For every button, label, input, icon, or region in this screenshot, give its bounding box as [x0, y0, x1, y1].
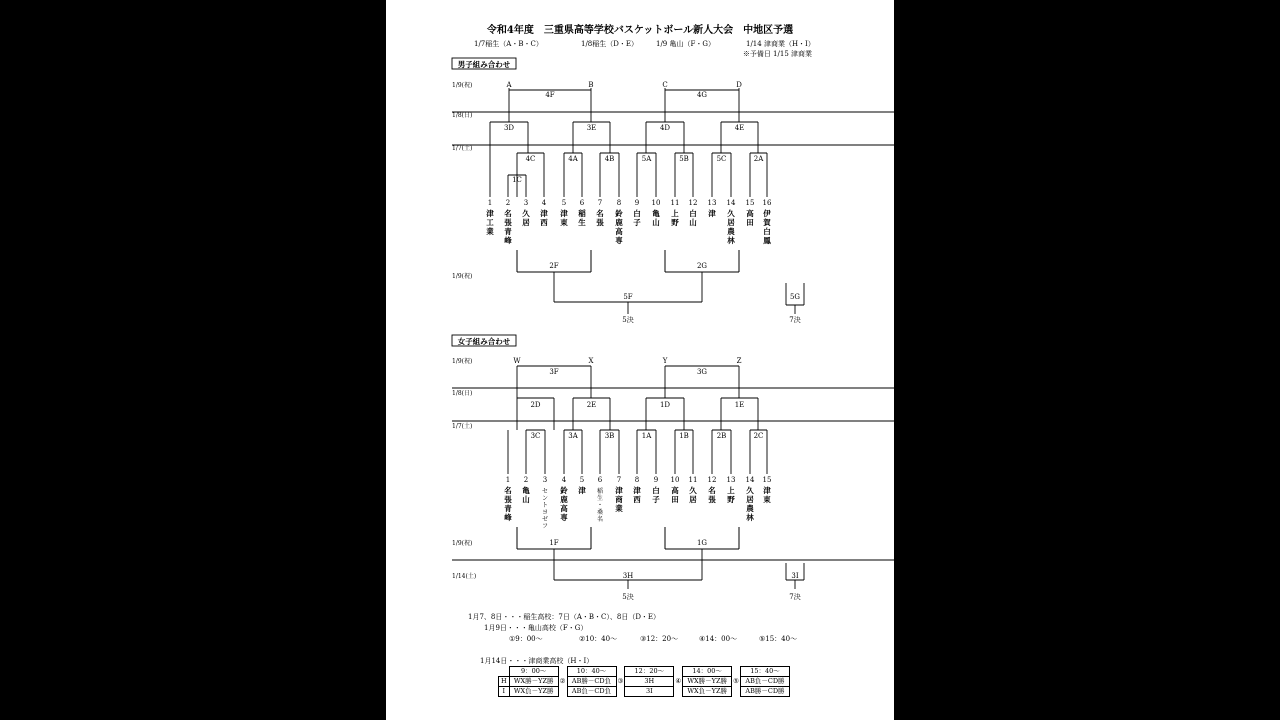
boys-seed-number: 3 [523, 199, 529, 207]
boys-match-4e-label: 4E [734, 124, 745, 132]
schedule-marker: ⑤ [733, 677, 739, 685]
schedule-marker: ② [559, 677, 566, 685]
svg-text:久: 久 [746, 486, 754, 495]
reserve-note: ※予備日 1/15 津商業 [742, 50, 812, 58]
girls-seed-number: 15 [762, 476, 772, 484]
boys-seed-number: 10 [651, 199, 661, 207]
venue-note: 1/9 亀山（F・G） [656, 40, 715, 48]
girls-match-2c-label: 2C [753, 432, 764, 440]
schedule-row-i [499, 687, 790, 697]
girls-seed-number: 13 [726, 476, 736, 484]
boys-group-letter: D [736, 81, 742, 89]
svg-text:張: 張 [504, 218, 512, 227]
boys-team-name [652, 208, 660, 227]
boys-date-label: 1/9(祝) [452, 273, 473, 280]
svg-text:上: 上 [671, 209, 679, 218]
svg-text:峰: 峰 [504, 236, 512, 245]
boys-seed-number: 14 [726, 199, 736, 207]
schedule-cell: AB負－CD負 [567, 687, 616, 697]
girls-section-label: 女子組み合わせ [457, 337, 511, 346]
svg-text:山: 山 [689, 218, 697, 227]
schedule-marker: ③ [617, 677, 624, 685]
svg-text:張: 張 [708, 495, 716, 504]
girls-team-name [652, 485, 660, 504]
boys-date-label: 1/9(祝) [452, 82, 473, 89]
venue-note: 1/8稲生（D・E） [581, 40, 638, 48]
svg-text:白: 白 [763, 227, 771, 236]
girls-team-name [632, 485, 641, 504]
svg-text:名: 名 [596, 209, 604, 218]
girls-group-letter: Z [736, 357, 742, 365]
boys-match-4g-label: 4G [696, 91, 708, 99]
svg-text:津: 津 [763, 486, 771, 495]
boys-group-letter: B [588, 81, 594, 89]
svg-text:名: 名 [596, 516, 604, 523]
schedule-court: I [499, 687, 510, 697]
svg-text:張: 張 [504, 495, 512, 504]
note-line-3: 1月14日・・・津商業高校（H・I） [480, 657, 594, 665]
girls-team-name [614, 485, 623, 513]
boys-date-label: 1/7(土) [452, 145, 473, 152]
schedule-header-row [499, 667, 790, 677]
svg-text:上: 上 [727, 486, 735, 495]
boys-team-name [746, 208, 754, 227]
schedule-cell: WX負－YZ勝 [509, 687, 558, 697]
schedule-cell: AB勝－CD負 [567, 677, 616, 687]
schedule-table [498, 666, 790, 697]
girls-team-name [671, 485, 679, 504]
boys-consolation-5g-label: 5G [789, 293, 801, 301]
girls-match-1b-label: 1B [679, 432, 689, 440]
girls-match-2e-label: 2E [586, 401, 597, 409]
svg-text:野: 野 [727, 495, 735, 504]
girls-match-1a-label: 1A [641, 432, 652, 440]
svg-text:稲: 稲 [596, 488, 604, 495]
girls-match-3a-label: 3A [568, 432, 578, 440]
svg-text:白: 白 [652, 486, 660, 495]
boys-match-4d-label: 4D [659, 124, 671, 132]
svg-text:生: 生 [578, 218, 586, 227]
svg-text:専: 専 [560, 513, 568, 522]
boys-consolation-2f-label: 2F [549, 262, 559, 270]
boys-team-name [763, 208, 771, 245]
girls-place-5: 5決 [622, 593, 634, 601]
svg-text:子: 子 [633, 218, 641, 227]
svg-text:山: 山 [522, 495, 530, 504]
girls-date-label: 1/14(土) [452, 573, 477, 580]
boys-seed-number: 2 [505, 199, 511, 207]
girls-date-label: 1/7(土) [452, 423, 473, 430]
schedule-cell: WX勝－YZ勝 [683, 677, 732, 687]
svg-text:田: 田 [746, 218, 754, 227]
svg-text:農: 農 [746, 504, 754, 513]
svg-text:農: 農 [727, 227, 735, 236]
svg-text:津: 津 [615, 486, 623, 495]
svg-text:居: 居 [746, 495, 754, 504]
schedule-court: H [499, 677, 510, 687]
girls-match-2d-label: 2D [530, 401, 541, 409]
boys-seed-number: 9 [634, 199, 640, 207]
girls-seed-number: 12 [707, 476, 717, 484]
girls-group-letter: W [513, 357, 521, 365]
girls-team-name [689, 485, 697, 504]
girls-match-3g-label: 3G [696, 368, 708, 376]
boys-team-name [615, 208, 623, 245]
svg-text:桑: 桑 [596, 509, 604, 516]
boys-team-name [596, 208, 604, 227]
document-page [386, 0, 894, 720]
boys-team-name [707, 208, 716, 218]
boys-match-5b-label: 5B [679, 155, 689, 163]
girls-team-name [708, 485, 716, 504]
schedule-time-3: 12：20〜 [625, 667, 674, 677]
schedule-marker: ④ [675, 677, 682, 685]
boys-seed-number: 16 [762, 199, 772, 207]
girls-team-name [746, 485, 754, 522]
girls-seed-number: 5 [579, 476, 585, 484]
svg-text:東: 東 [763, 495, 771, 504]
svg-text:伊: 伊 [763, 209, 771, 218]
svg-text:業: 業 [615, 504, 623, 513]
svg-text:鹿: 鹿 [560, 495, 568, 504]
note-time-4: ④14：00〜 [699, 635, 738, 643]
boys-match-3d-label: 3D [503, 124, 515, 132]
boys-seed-number: 6 [579, 199, 585, 207]
girls-group-letter: X [588, 357, 594, 365]
svg-text:津: 津 [633, 486, 641, 495]
schedule-cell: WX勝－YZ勝 [509, 677, 558, 687]
girls-match-1d-label: 1D [659, 401, 671, 409]
svg-text:久: 久 [689, 486, 697, 495]
note-line-2: 1月9日・・・亀山高校（F・G） [484, 624, 588, 632]
venue-note: 1/7稲生（A・B・C） [474, 40, 543, 48]
svg-text:高: 高 [615, 227, 623, 236]
svg-text:鈴: 鈴 [615, 209, 623, 218]
svg-text:西: 西 [540, 218, 548, 227]
svg-text:ヨ: ヨ [541, 509, 549, 516]
svg-text:居: 居 [689, 495, 697, 504]
schedule-row-h [499, 677, 790, 687]
boys-team-name [577, 208, 586, 227]
boys-consolation-5f-label: 5F [623, 293, 633, 301]
svg-text:業: 業 [486, 227, 494, 236]
svg-text:東: 東 [560, 218, 568, 227]
svg-text:稲: 稲 [578, 209, 586, 218]
svg-text:ト: ト [541, 502, 549, 509]
schedule-corner [499, 667, 510, 677]
svg-text:賀: 賀 [763, 218, 771, 227]
svg-text:津: 津 [560, 209, 568, 218]
girls-date-label: 1/8(日) [452, 390, 473, 397]
schedule-cell: 3I [625, 687, 674, 697]
svg-text:生: 生 [596, 495, 604, 502]
boys-seed-number: 15 [745, 199, 755, 207]
boys-team-name [633, 208, 641, 227]
boys-match-4a-label: 4A [568, 155, 578, 163]
svg-text:青: 青 [504, 504, 512, 513]
svg-text:高: 高 [671, 486, 679, 495]
boys-seed-number: 5 [561, 199, 567, 207]
svg-text:林: 林 [727, 236, 735, 245]
girls-group-letter: Y [662, 357, 668, 365]
girls-date-label: 1/9(祝) [452, 358, 473, 365]
svg-text:工: 工 [486, 218, 494, 227]
svg-text:西: 西 [633, 495, 641, 504]
girls-consolation-1g-label: 1G [696, 539, 708, 547]
girls-seed-number: 8 [634, 476, 640, 484]
boys-team-name [559, 208, 568, 227]
schedule-time-4: 14：00〜 [683, 667, 732, 677]
girls-match-1e-label: 1E [734, 401, 745, 409]
boys-group-letter: C [662, 81, 668, 89]
boys-team-name [539, 208, 548, 227]
boys-team-name [671, 208, 679, 227]
girls-team-name [727, 485, 735, 504]
boys-match-5c-label: 5C [716, 155, 727, 163]
girls-team-name [577, 485, 586, 495]
svg-text:ゼ: ゼ [541, 516, 549, 523]
svg-text:峰: 峰 [504, 513, 512, 522]
svg-text:商: 商 [615, 495, 623, 504]
girls-place-7: 7決 [789, 593, 801, 601]
svg-text:居: 居 [727, 218, 735, 227]
girls-seed-number: 7 [616, 476, 622, 484]
girls-match-2b-label: 2B [716, 432, 727, 440]
svg-text:ン: ン [541, 495, 549, 502]
schedule-cell: 3H [625, 677, 674, 687]
svg-text:白: 白 [633, 209, 641, 218]
boys-seed-number: 4 [541, 199, 547, 207]
svg-text:林: 林 [746, 513, 754, 522]
schedule-time-2: 10：40〜 [567, 667, 616, 677]
boys-seed-number: 12 [688, 199, 698, 207]
note-line-1: 1月7、8日・・・稲生高校：7日（A・B・C）、8日（D・E） [468, 613, 661, 621]
svg-text:津: 津 [708, 209, 716, 218]
boys-match-1c-label: 1C [512, 176, 522, 184]
girls-seed-number: 2 [523, 476, 529, 484]
boys-seed-number: 1 [487, 199, 493, 207]
girls-match-3f-label: 3F [549, 368, 559, 376]
boys-match-3e-label: 3E [586, 124, 597, 132]
girls-seed-number: 4 [561, 476, 567, 484]
svg-text:山: 山 [652, 218, 660, 227]
svg-text:・: ・ [596, 502, 604, 509]
schedule-time-5: 15：40〜 [740, 667, 789, 677]
girls-date-label: 1/9(祝) [452, 540, 473, 547]
girls-team-name [597, 487, 603, 523]
boys-seed-number: 7 [597, 199, 603, 207]
girls-seed-number: 9 [653, 476, 659, 484]
girls-consolation-1f-label: 1F [549, 539, 559, 547]
svg-text:子: 子 [652, 495, 660, 504]
girls-match-3b-label: 3B [604, 432, 615, 440]
note-time-5: ⑤15：40〜 [759, 635, 798, 643]
svg-text:亀: 亀 [652, 209, 660, 218]
svg-text:鹿: 鹿 [615, 218, 623, 227]
svg-text:津: 津 [486, 209, 494, 218]
svg-text:野: 野 [671, 218, 679, 227]
boys-match-4f-label: 4F [545, 91, 555, 99]
girls-team-name [522, 485, 530, 504]
svg-text:鳳: 鳳 [763, 236, 771, 245]
svg-text:高: 高 [746, 209, 754, 218]
svg-text:津: 津 [540, 209, 548, 218]
boys-date-label: 1/8(日) [452, 112, 473, 119]
svg-text:久: 久 [522, 209, 530, 218]
svg-text:名: 名 [504, 209, 512, 218]
note-time-3: ③12：20〜 [640, 635, 679, 643]
girls-team-name [762, 485, 771, 504]
boys-seed-number: 8 [616, 199, 622, 207]
boys-consolation-2g-label: 2G [696, 262, 708, 270]
svg-text:青: 青 [504, 227, 512, 236]
svg-text:白: 白 [689, 209, 697, 218]
boys-team-name [689, 208, 697, 227]
boys-seed-number: 13 [707, 199, 717, 207]
svg-text:名: 名 [708, 486, 716, 495]
girls-seed-number: 11 [688, 476, 698, 484]
boys-group-letter: A [506, 81, 512, 89]
svg-text:専: 専 [615, 236, 623, 245]
boys-match-4c-label: 4C [525, 155, 536, 163]
girls-match-3c-label: 3C [530, 432, 541, 440]
girls-consolation-3h-label: 3H [622, 572, 634, 580]
svg-text:田: 田 [671, 495, 679, 504]
svg-text:鈴: 鈴 [560, 486, 568, 495]
schedule-time-1: 9：00〜 [509, 667, 558, 677]
svg-text:亀: 亀 [522, 486, 530, 495]
schedule-cell: AB負－CD勝 [740, 677, 789, 687]
girls-team-name [560, 485, 568, 522]
note-time-2: ②10：40〜 [579, 635, 618, 643]
boys-place-7: 7決 [789, 316, 801, 324]
note-time-1: ①9：00〜 [509, 635, 543, 643]
schedule-cell: WX負－YZ勝 [683, 687, 732, 697]
svg-text:高: 高 [560, 504, 568, 513]
boys-team-name [522, 208, 530, 227]
svg-text:張: 張 [596, 218, 604, 227]
boys-team-name [727, 208, 735, 245]
schedule-cell: AB勝－CD勝 [740, 687, 789, 697]
svg-text:フ: フ [541, 523, 549, 530]
girls-team-name [542, 488, 548, 530]
girls-consolation-3i-label: 3I [791, 572, 799, 580]
girls-team-name [504, 485, 512, 522]
girls-seed-number: 14 [745, 476, 755, 484]
boys-match-4b-label: 4B [604, 155, 615, 163]
girls-seed-number: 1 [505, 476, 511, 484]
boys-seed-number: 11 [670, 199, 680, 207]
girls-seed-number: 6 [597, 476, 603, 484]
girls-seed-number: 10 [670, 476, 680, 484]
svg-text:久: 久 [727, 209, 735, 218]
svg-text:名: 名 [504, 486, 512, 495]
boys-team-name [485, 208, 494, 236]
svg-text:居: 居 [522, 218, 530, 227]
boys-section-label: 男子組み合わせ [457, 60, 511, 69]
boys-place-5: 5決 [622, 316, 634, 324]
venue-note: 1/14 津商業（H・I） [746, 40, 815, 48]
boys-match-2a-label: 2A [753, 155, 764, 163]
boys-match-5a-label: 5A [641, 155, 652, 163]
girls-seed-number: 3 [542, 476, 548, 484]
document-title: 令和4年度 三重県高等学校バスケットボール新人大会 中地区予選 [486, 25, 794, 36]
boys-team-name [504, 208, 512, 245]
svg-text:セ: セ [541, 488, 549, 495]
svg-text:津: 津 [578, 486, 586, 495]
